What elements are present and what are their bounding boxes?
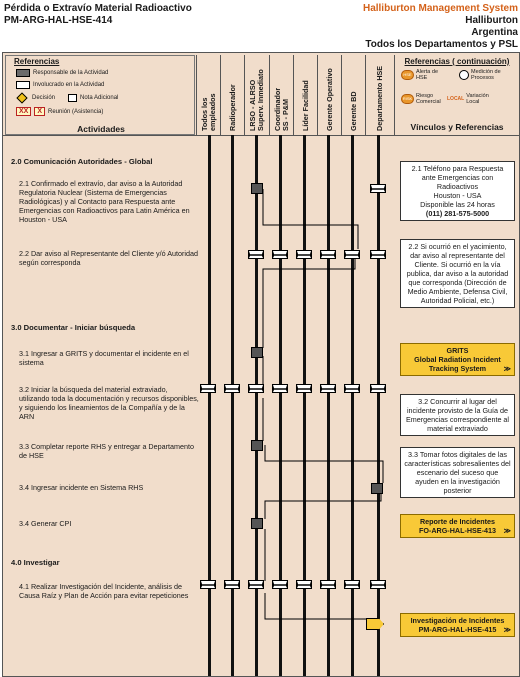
- variation-legend: LOCAL Variación Local: [447, 93, 489, 105]
- meeting-xx-icon: XX: [16, 107, 31, 116]
- column-header-hse: Departamento HSE: [365, 55, 394, 135]
- section-4-0: 4.0 Investigar: [11, 558, 60, 567]
- link-arrow-icon: ≫: [503, 366, 511, 373]
- document-code: PM-ARG-HAL-HSE-414: [4, 15, 113, 26]
- activity-3-4-cpi: 3.4 Generar CPI: [19, 519, 72, 528]
- involved-marker: [371, 581, 385, 588]
- involved-marker: [297, 385, 311, 392]
- involved-marker: [273, 251, 287, 258]
- activity-3-2: 3.2 Iniciar la búsqueda del material extraviado, utilizando toda la documentación y recursos disponibles, y siguiendo los lineamientos de la Compañía y de la ARN: [19, 385, 199, 421]
- involved-marker: [225, 385, 239, 392]
- links-heading: Vínculos y Referencias: [410, 122, 504, 132]
- connector-3-3-to-3-4: [265, 445, 383, 483]
- document-header-right: [363, 3, 518, 51]
- hse-alert-icon: HSE: [401, 70, 414, 80]
- link-arrow-icon: ≫: [503, 627, 511, 634]
- involved-marker: [345, 581, 359, 588]
- involved-marker: [201, 581, 215, 588]
- column-header-radioperador: Radioperador: [220, 55, 244, 135]
- involved-marker: [371, 185, 385, 192]
- responsible-marker: [371, 483, 383, 494]
- involved-marker: [321, 581, 335, 588]
- responsible-marker: [251, 440, 263, 451]
- legend-involved: Involucrado en la Actividad: [16, 81, 104, 89]
- section-2-0: 2.0 Comunicación Autoridades - Global: [11, 157, 153, 166]
- involved-marker: [345, 251, 359, 258]
- process-flowchart: [2, 52, 520, 677]
- column-header-coordinador: Coordinador SS - P&M: [269, 55, 293, 135]
- responsible-marker: [251, 347, 263, 358]
- alert-legend: HSE Alerta de HSE: [401, 69, 438, 81]
- connector-2-1-to-2-2: [263, 189, 358, 249]
- link-arrow-icon: ≫: [503, 528, 511, 535]
- involved-marker: [225, 581, 239, 588]
- activity-4-1: 4.1 Realizar Investigación del Incidente, análisis de Causa Raíz y Plan de Acción para evitar repeticiones: [19, 582, 189, 600]
- ref-grits-link[interactable]: GRITS Global Radiation Incident Tracking System ≫: [400, 343, 515, 376]
- connector-2-2-to-3-1: [263, 259, 355, 348]
- ref-incident-report-link[interactable]: Reporte de Incidentes FO-ARG-HAL-HSE-413 ≫: [400, 514, 515, 538]
- involved-marker: [321, 251, 335, 258]
- involved-marker: [297, 251, 311, 258]
- scope-label: Todos los Departamentos y PSL: [365, 39, 518, 50]
- involved-marker: [371, 385, 385, 392]
- activity-2-1: 2.1 Confirmado el extravío, dar aviso a la Autoridad Regulatoria Nuclear (Sistema de Emergencias Radiológicas) y al Contacto para Respuesta ante Emergencias con Radioactivos para Latin América en Houston - USA: [19, 179, 190, 224]
- involved-marker: [249, 385, 263, 392]
- document-title: Pérdida o Extravío Material Radioactivo: [4, 3, 192, 14]
- involved-marker: [371, 251, 385, 258]
- meeting-x-icon: X: [34, 107, 45, 116]
- section-3-0: 3.0 Documentar - Iniciar búsqueda: [11, 323, 136, 332]
- risk-legend: RISK Riesgo Comercial: [402, 93, 441, 105]
- ref-emergency-guide: 3.2 Concurrir al lugar del incidente provisto de la Guía de Emergencias correspondiente al material extraviado: [400, 394, 515, 436]
- involved-marker: [273, 581, 287, 588]
- references-title: Referencias ( continuación): [404, 57, 510, 66]
- country-name: Argentina: [471, 27, 518, 38]
- involved-marker: [321, 385, 335, 392]
- document-header-left: [4, 3, 192, 27]
- column-header-employees: Todos los empleados: [196, 55, 220, 135]
- ref-client-notice: 2.2 Si ocurrió en el yacimiento, dar aviso al representante del Cliente. Si ocurrió en la vía publica, dar aviso a la autoridad que corresponda (Dirección de Medio Ambiente, Defensa Civil, Autoridad Policial, etc.): [400, 239, 515, 308]
- connector-4-1-to-output: [265, 593, 366, 619]
- ref-incident-investigation-link[interactable]: Investigación de Incidentes PM-ARG-HAL-HSE-415 ≫: [400, 613, 515, 637]
- risk-icon: RISK: [401, 94, 414, 104]
- column-header-gerente-bd: Gerente BD: [341, 55, 365, 135]
- involved-marker: [201, 385, 215, 392]
- brand-name: Halliburton Management System: [362, 3, 518, 14]
- activity-3-3: 3.3 Completar reporte RHS y entregar a Departamento de HSE: [19, 442, 194, 460]
- column-header-gerente-operativo: Gerente Operativo: [317, 55, 341, 135]
- ref-digital-photos: 3.3 Tomar fotos digitales de las características sobresalientes del escenario del suceso que ayuden en la investigación posterior: [400, 447, 515, 498]
- responsible-marker: [251, 183, 263, 194]
- involved-marker: [249, 581, 263, 588]
- legend-meeting: XX X Reunión (Asistencia): [16, 107, 103, 116]
- activity-3-4-rhs: 3.4 Ingresar incidente en Sistema RHS: [19, 483, 144, 492]
- legend-title: Referencias: [14, 57, 60, 66]
- ref-emergency-phone: 2.1 Teléfono para Respuesta ante Emergencias con Radioactivos Houston - USA Disponible las 24 horas (011) 281-575-5000: [400, 161, 515, 221]
- involved-marker: [297, 581, 311, 588]
- legend-responsible: Responsable de la Actividad: [16, 69, 108, 77]
- measure-legend: Medición de Procesos: [459, 69, 501, 81]
- activity-2-2: 2.2 Dar aviso al Representante del Cliente y/ó Autoridad según corresponda: [19, 249, 198, 267]
- involved-marker: [345, 385, 359, 392]
- responsible-marker: [251, 518, 263, 529]
- column-header-lider: Líder Facilidad: [293, 55, 317, 135]
- involved-marker: [249, 251, 263, 258]
- legend-decision: Decisión Nota Adicional: [16, 94, 118, 102]
- activities-heading: Actividades: [77, 124, 125, 134]
- involved-marker: [273, 385, 287, 392]
- activity-3-1: 3.1 Ingresar a GRITS y documentar el incidente en el sistema: [19, 349, 189, 367]
- company-name: Halliburton: [465, 15, 518, 26]
- column-header-lrso: LRSO - ALRSO Superv. Inmediato: [244, 55, 269, 135]
- local-variation-icon: LOCAL: [447, 96, 465, 102]
- connector-3-4-to-cpi: [265, 493, 381, 519]
